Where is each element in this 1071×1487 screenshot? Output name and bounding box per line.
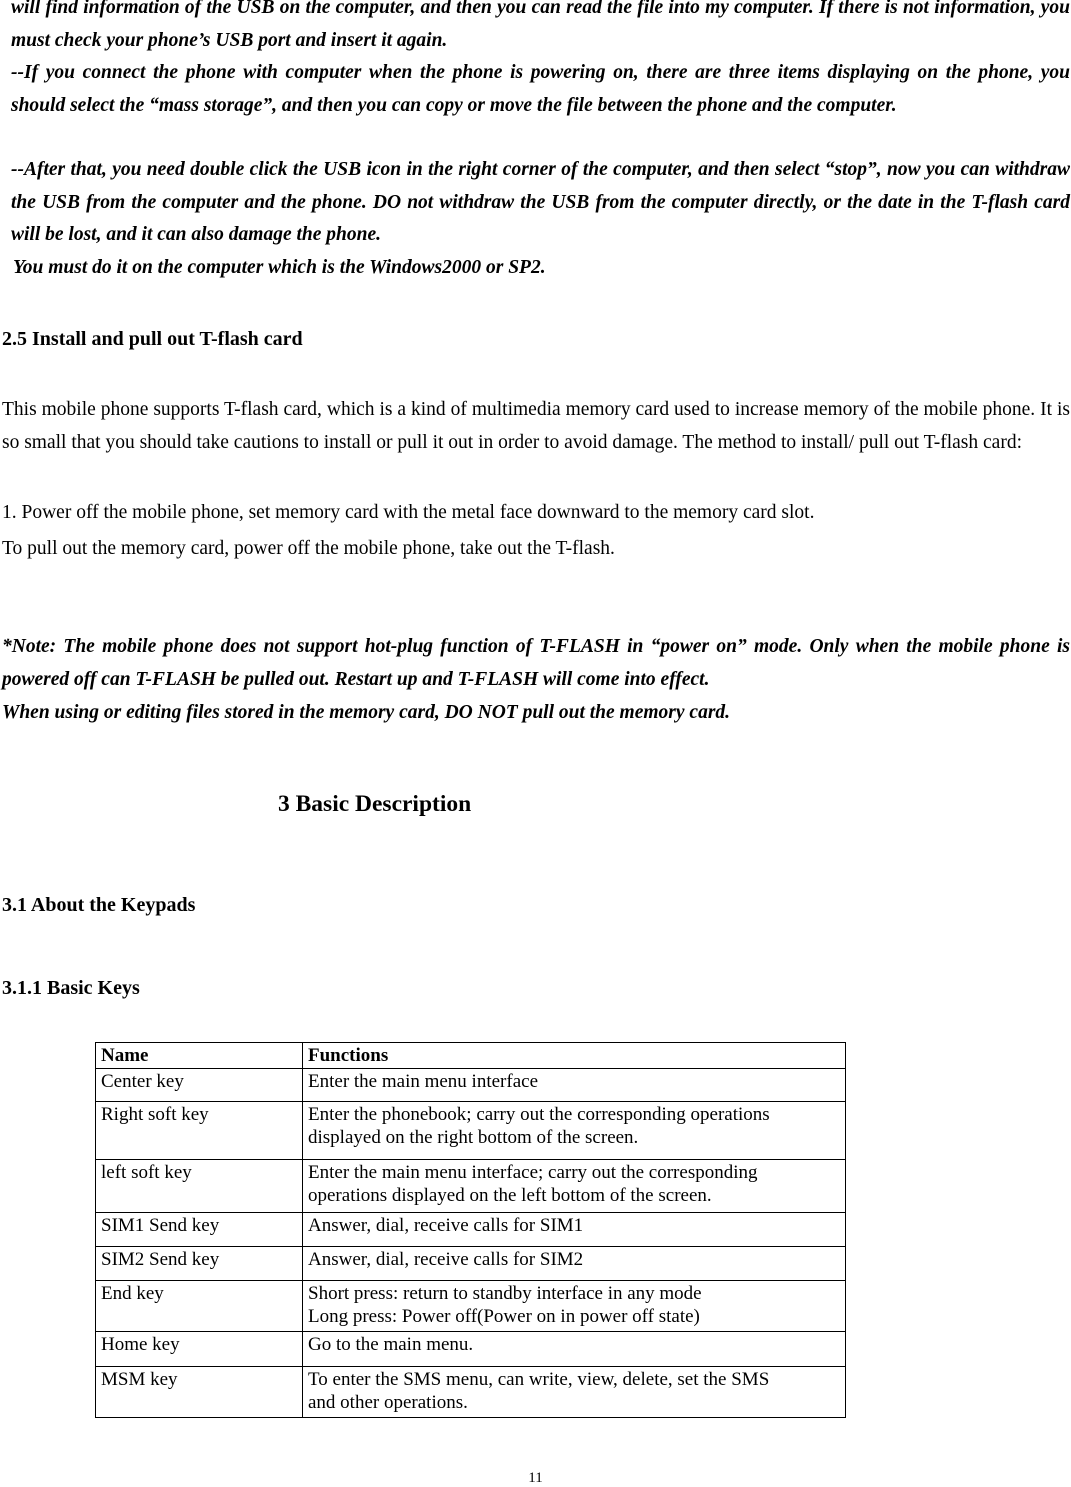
- name-column-header: Name: [96, 1043, 303, 1069]
- key-name: Right soft key: [96, 1101, 303, 1159]
- key-function-line: Answer, dial, receive calls for SIM2: [308, 1248, 584, 1270]
- key-name: MSM key: [96, 1366, 303, 1417]
- table-header-row: [96, 1043, 846, 1069]
- table-row: [96, 1366, 846, 1417]
- basic-keys-table: [95, 1042, 846, 1418]
- table-row: [96, 1159, 846, 1212]
- chapter-3-title: 3 Basic Description: [278, 791, 472, 817]
- key-function-line: Enter the main menu interface; carry out the corresponding: [308, 1161, 758, 1183]
- section-2-5-intro: This mobile phone supports T-flash card, which is a kind of multimedia memory card used to increase memory of the mobile phone. It is so small that you should take cautions to install or pull it out in order to avoid damage. The method to install/ pull out T-flash card:: [2, 399, 1070, 453]
- key-function-line: To enter the SMS menu, can write, view, delete, set the SMS: [308, 1368, 770, 1390]
- usb-note-paragraph-3: --After that, you need double click the USB icon in the right corner of the computer, and then select “stop”, now you can withdraw the USB from the computer and the phone. DO not withdraw the USB from the computer directly, or the date in the T-flash card will be lost, and it can also damage the phone.: [11, 159, 1070, 245]
- key-function: [303, 1246, 846, 1280]
- key-name: left soft key: [96, 1159, 303, 1212]
- key-function-line: Go to the main menu.: [308, 1333, 474, 1355]
- section-2-5-heading: 2.5 Install and pull out T-flash card: [2, 328, 303, 350]
- key-function: [303, 1331, 846, 1366]
- key-function-line: and other operations.: [308, 1392, 468, 1413]
- key-function-line: Enter the main menu interface: [308, 1070, 539, 1092]
- key-name: Home key: [96, 1331, 303, 1366]
- key-function-line: Short press: return to standby interface in any mode: [308, 1282, 702, 1304]
- section-3-1-1-heading: 3.1.1 Basic Keys: [2, 977, 140, 999]
- memory-card-warning: When using or editing files stored in the memory card, DO NOT pull out the memory card.: [2, 702, 731, 723]
- hot-plug-note: *Note: The mobile phone does not support hot-plug function of T-FLASH in “power on” mode. Only when the mobile phone is powered off can T-FLASH be pulled out. Restart up and T-FLASH will come into effect.: [2, 636, 1070, 690]
- key-function-line: Long press: Power off(Power on in power off state): [308, 1306, 700, 1327]
- table-row: [96, 1212, 846, 1246]
- key-name: Center key: [96, 1068, 303, 1101]
- key-function: [303, 1366, 846, 1417]
- section-3-1-heading: 3.1 About the Keypads: [2, 894, 196, 916]
- key-name: SIM1 Send key: [96, 1212, 303, 1246]
- key-function-line: Answer, dial, receive calls for SIM1: [308, 1214, 584, 1236]
- usb-note-paragraph-2: --If you connect the phone with computer when the phone is powering on, there are three items displaying on the phone, you should select the “mass storage”, and then you can copy or move the file between the phone and the computer.: [11, 62, 1070, 116]
- table-row: [96, 1280, 846, 1331]
- key-function: [303, 1159, 846, 1212]
- functions-column-header: Functions: [303, 1043, 846, 1069]
- table-row: [96, 1101, 846, 1159]
- table-row: [96, 1068, 846, 1101]
- usb-note-paragraph-4: You must do it on the computer which is the Windows2000 or SP2.: [13, 257, 546, 278]
- key-function: [303, 1068, 846, 1101]
- table-row: [96, 1246, 846, 1280]
- key-function-line: operations displayed on the left bottom of the screen.: [308, 1185, 712, 1206]
- usb-note-paragraph-1: will find information of the USB on the computer, and then you can read the file into my computer. If there is not information, you must check your phone’s USB port and insert it again.: [11, 0, 1070, 51]
- page-number: 11: [528, 1470, 543, 1486]
- key-name: End key: [96, 1280, 303, 1331]
- key-name: SIM2 Send key: [96, 1246, 303, 1280]
- key-function: [303, 1101, 846, 1159]
- key-function: [303, 1212, 846, 1246]
- key-function: [303, 1280, 846, 1331]
- key-function-line: displayed on the right bottom of the screen.: [308, 1127, 639, 1148]
- key-function-line: Enter the phonebook; carry out the corresponding operations: [308, 1103, 770, 1125]
- section-2-5-step-1: 1. Power off the mobile phone, set memory card with the metal face downward to the memory card slot.: [2, 502, 815, 523]
- section-2-5-pull-out: To pull out the memory card, power off the mobile phone, take out the T-flash.: [2, 538, 615, 559]
- table-row: [96, 1331, 846, 1366]
